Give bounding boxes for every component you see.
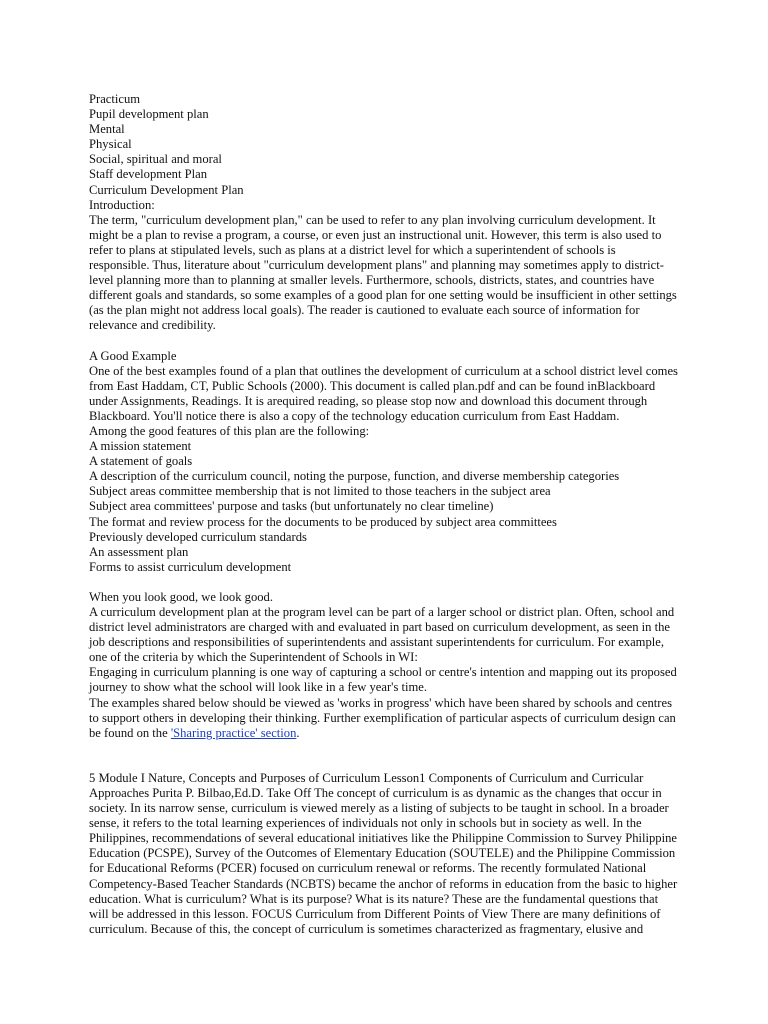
feature-item: Forms to assist curriculum development — [89, 559, 292, 574]
good-example-title: A Good Example — [89, 348, 177, 363]
look-good-title: When you look good, we look good. — [89, 589, 273, 604]
look-good-paragraph-2: Engaging in curriculum planning is one way of capturing a school or centre's intention and mapping out its proposed journey to show what the school will look like in a few year's time. — [89, 665, 677, 695]
heading-mental: Mental — [89, 122, 125, 137]
heading-introduction: Introduction: — [89, 197, 155, 212]
look-good-paragraph-3 — [89, 696, 679, 741]
module-section — [89, 771, 679, 937]
feature-item: Subject area committees' purpose and tasks (but unfortunately no clear timeline) — [89, 499, 494, 514]
feature-item: An assessment plan — [89, 544, 189, 559]
document-page — [89, 92, 679, 937]
feature-item: The format and review process for the documents to be produced by subject area committees — [89, 514, 557, 529]
intro-paragraph: The term, "curriculum development plan," can be used to refer to any plan involving curriculum development. It might be a plan to revise a program, a course, or even just an instructional unit. However, this term is also used to refer to plans at stipulated levels, such as plans at a district level for which a superintendent of schools is responsible. Thus, literature about "curriculum development plans" and planning may sometimes apply to district-level planning more than to planning at smaller levels. Furthermore, schools, districts, states, and countries have different goals and standards, so some examples of a good plan for one setting would be insufficient in other settings (as the plan might not address local goals). The reader is cautioned to evaluate each source of information for relevance and credibility. — [89, 212, 677, 333]
feature-item: Previously developed curriculum standards — [89, 529, 307, 544]
heading-practicum: Practicum — [89, 92, 141, 106]
look-good-paragraph-3-text: The examples shared below should be viewed as 'works in progress' which have been shared by schools and centres to support others in developing their thinking. Further exemplification of particular aspects of curriculum design can be found on the — [89, 695, 676, 740]
spacer — [89, 756, 679, 771]
good-example-paragraph: One of the best examples found of a plan that outlines the development of curriculum at a school district level comes from East Haddam, CT, Public Schools (2000). This document is called plan.pdf and can be found inBlackboard under Assignments, Readings. It is arequired reading, so please stop now and download this document through Blackboard. You'll notice there is also a copy of the technology education curriculum from East Haddam. — [89, 363, 678, 423]
good-example-lead: Among the good features of this plan are the following: — [89, 423, 370, 438]
heading-staff-development-plan: Staff development Plan — [89, 167, 207, 182]
spacer — [89, 741, 679, 756]
module-paragraph: 5 Module I Nature, Concepts and Purposes of Curriculum Lesson1 Components of Curriculum and Curricular Approaches Purita P. Bilbao,Ed.D. Take Off The concept of curriculum is as dynamic as the changes that occur in society. In its narrow sense, curriculum is viewed merely as a listing of subjects to be taught in school. In a broader sense, it refers to the total learning experiences of individuals not only in schools but in society as well. In the Philippines, recommendations of several educational initiatives like the Philippine Commission to Survey Philippine Education (PCSPE), Survey of the Outcomes of Elementary Education (SOUTELE) and the Philippine Commission for Educational Reforms (PCER) focused on curriculum renewal or reforms. The recently formulated National Competency-Based Teacher Standards (NCBTS) became the anchor of reforms in education from the basic to higher education. What is curriculum? What is its purpose? What is its nature? These are the fundamental questions that will be addressed in this lesson. FOCUS Curriculum from Different Points of View There are many definitions of curriculum. Because of this, the concept of curriculum is sometimes characterized as fragmentary, elusive and — [89, 770, 678, 936]
spacer — [89, 575, 679, 590]
feature-item: Subject areas committee membership that is not limited to those teachers in the subject area — [89, 484, 551, 499]
feature-item: A mission statement — [89, 439, 192, 454]
look-good-paragraph-3-end: . — [296, 725, 300, 740]
look-good-section — [89, 590, 679, 741]
heading-social-spiritual-moral: Social, spiritual and moral — [89, 152, 222, 167]
heading-pupil-development-plan: Pupil development plan — [89, 107, 209, 122]
feature-item: A description of the curriculum council, noting the purpose, function, and diverse membership categories — [89, 469, 620, 484]
heading-list — [89, 92, 679, 213]
feature-list — [89, 439, 679, 575]
feature-item: A statement of goals — [89, 454, 193, 469]
sharing-practice-link[interactable]: 'Sharing practice' section — [170, 725, 297, 740]
good-example-section — [89, 349, 679, 575]
heading-curriculum-development-plan: Curriculum Development Plan — [89, 182, 244, 197]
spacer — [89, 334, 679, 349]
look-good-paragraph-1: A curriculum development plan at the program level can be part of a larger school or district plan. Often, school and district level administrators are charged with and evaluated in part based on curriculum development, as seen in the job descriptions and responsibilities of superintendents and assistant superintendents for curriculum. For example, one of the criteria by which the Superintendent of Schools in WI: — [89, 605, 675, 665]
heading-physical: Physical — [89, 137, 132, 152]
